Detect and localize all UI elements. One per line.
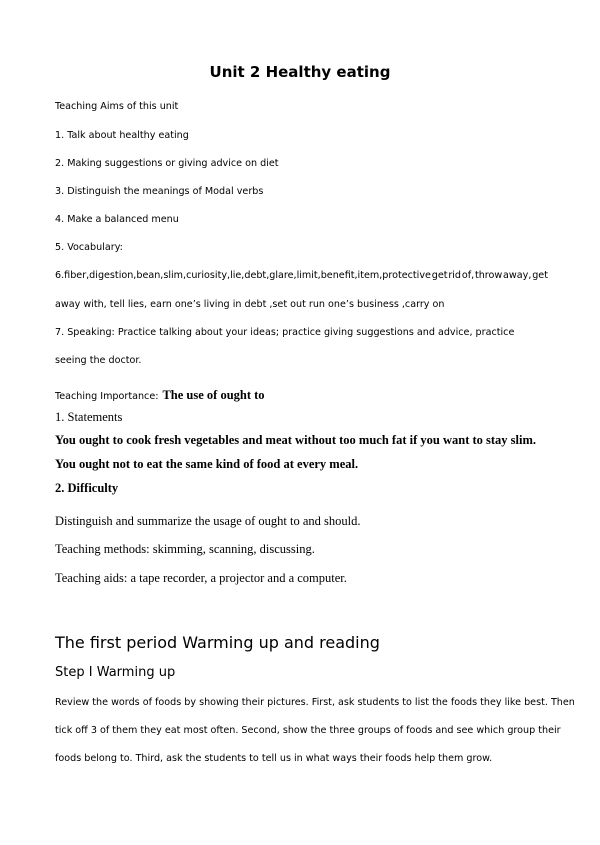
step-heading: Step Ⅰ Warming up: [55, 665, 176, 680]
page-title: Unit 2 Healthy eating: [209, 63, 391, 81]
speaking-line-1: 7. Speaking: Practice talking about your ideas; practice giving suggestions and advice, practice: [55, 327, 515, 338]
vocab-word: get: [532, 270, 548, 281]
aim-item-4: 4. Make a balanced menu: [55, 214, 179, 225]
difficulty-text: Distinguish and summarize the usage of ought to and should.: [55, 514, 361, 528]
aim-item-1: 1. Talk about healthy eating: [55, 130, 189, 141]
vocab-word: rid: [448, 270, 462, 281]
period-heading: The first period Warming up and reading: [55, 633, 380, 652]
review-line-3: foods belong to. Third, ask the students to tell us in what ways their foods help them grow.: [55, 753, 493, 764]
vocab-word: away,: [503, 270, 532, 281]
review-line-2: tick off 3 of them they eat most often. Second, show the three groups of foods and see which group their: [55, 725, 561, 736]
vocab-line-2: away with, tell lies, earn one’s living in debt ,set out run one’s business ,carry on: [55, 299, 445, 310]
vocab-word: 6.fiber,digestion,bean,slim,curiosity,lie,debt,glare,limit,benefit,item,protective: [55, 270, 431, 281]
speaking-line-2: seeing the doctor.: [55, 355, 142, 366]
example-sentence-1: You ought to cook fresh vegetables and meat without too much fat if you want to stay slim.: [55, 433, 537, 447]
aims-heading: Teaching Aims of this unit: [55, 101, 179, 112]
example-sentence-2: You ought not to eat the same kind of food at every meal.: [55, 457, 359, 471]
vocab-word: throw: [474, 270, 503, 281]
vocab-word: get: [431, 270, 448, 281]
aim-item-2: 2. Making suggestions or giving advice on diet: [55, 158, 279, 169]
teaching-methods: Teaching methods: skimming, scanning, discussing.: [55, 542, 315, 556]
difficulty-heading: 2. Difficulty: [55, 481, 119, 495]
aim-item-5: 5. Vocabulary:: [55, 242, 123, 253]
vocab-word: of,: [461, 270, 475, 281]
aim-item-3: 3. Distinguish the meanings of Modal verbs: [55, 186, 264, 197]
teaching-importance: [55, 386, 265, 404]
importance-label: Teaching Importance:: [55, 391, 159, 402]
teaching-aids: Teaching aids: a tape recorder, a projector and a computer.: [55, 571, 347, 585]
vocab-line-1: [55, 270, 548, 281]
review-line-1: Review the words of foods by showing their pictures. First, ask students to list the foods they like best. Then: [55, 697, 575, 708]
importance-value: The use of ought to: [162, 388, 265, 402]
statements-heading: 1. Statements: [55, 410, 123, 424]
